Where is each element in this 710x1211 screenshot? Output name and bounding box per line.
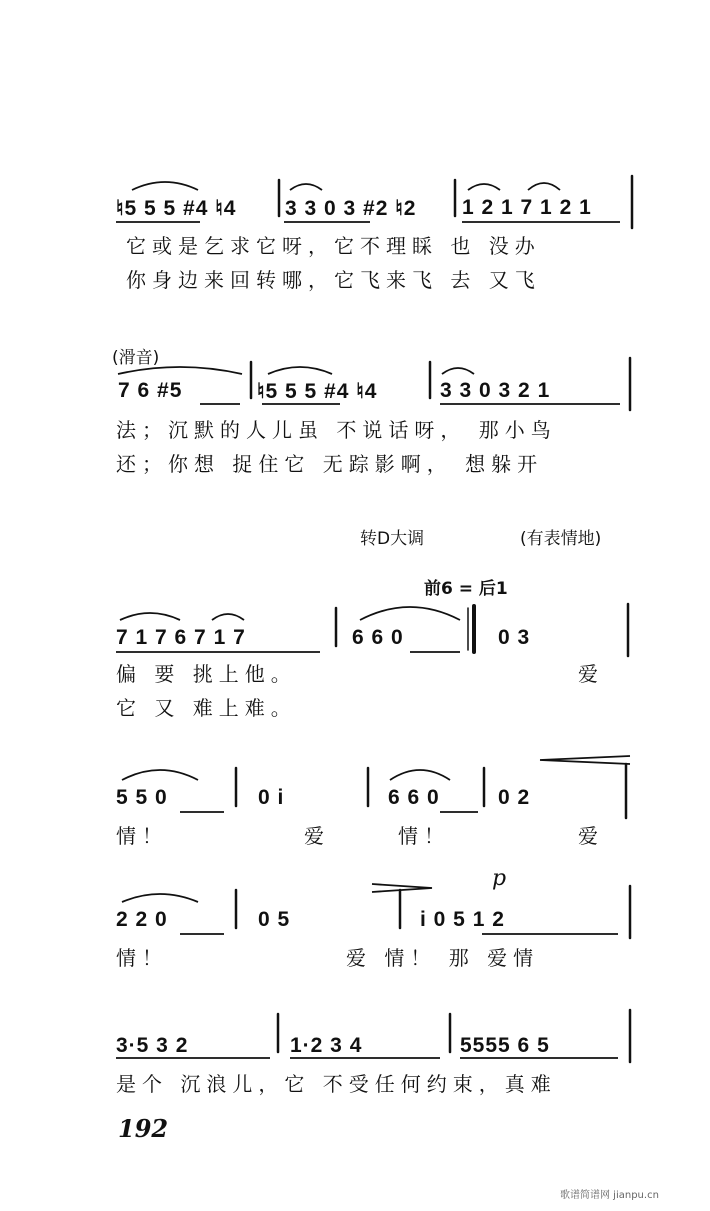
page-number: 192	[118, 1114, 169, 1143]
row6-lyric: 是个 沉浪儿，它 不受任何约束，真难	[116, 1072, 557, 1096]
key-relation: 前6 = 后1	[424, 579, 508, 599]
row3-slur-tie	[360, 607, 460, 620]
row4-lyric-4: 爱	[578, 824, 604, 848]
row2-glissando-slur	[118, 367, 242, 374]
row5-decrescendo-hairpin	[372, 884, 432, 892]
row3-measure1: 7 1 7 6 7 1 7	[116, 626, 246, 649]
row3-measure3: 0 3	[498, 626, 531, 649]
row2-slur-1	[268, 367, 332, 374]
row4-lyric-2: 爱	[304, 824, 330, 848]
row1-slur-1	[132, 182, 198, 190]
row4-measure4: 0 2	[498, 786, 531, 809]
row4-decrescendo-hairpin	[540, 756, 630, 764]
row5-measure1: 2 2 0	[116, 908, 168, 931]
key-change: 转D大调	[360, 529, 425, 549]
row4-lyric-1: 情！	[116, 824, 168, 848]
dynamic-piano: p	[492, 866, 507, 891]
row3-slur-2	[212, 614, 244, 620]
row3-lyric-verse2: 它 又 难上难。	[116, 696, 297, 720]
row4-lyric-3: 情！	[398, 824, 450, 848]
row5-measure3: i 0 5 1 2	[420, 908, 505, 931]
row4-measure2: 0 i	[258, 786, 285, 809]
row1-measure2: 3 3 0 3 #2 ♮2	[285, 197, 417, 220]
row3-measure2: 6 6 0	[352, 626, 404, 649]
row1-measure1: ♮5 5 5 #4 ♮4	[116, 197, 237, 220]
row1-measure3: 1 2 1 7 1 2 1	[462, 196, 592, 219]
row1-slur-2	[290, 184, 322, 190]
row5-lyric-2: 爱 情！ 那 爱情	[346, 946, 540, 970]
row4-slur-2	[390, 770, 450, 780]
row1-lyric-verse1: 它或是乞求它呀，它不理睬 也 没办	[126, 234, 541, 258]
watermark: 歌谱简谱网 jianpu.cn	[560, 1190, 659, 1201]
row2-measure2: ♮5 5 5 #4 ♮4	[257, 380, 378, 403]
row5-slur-1	[122, 894, 198, 902]
row4-slur-1	[122, 770, 198, 780]
expression-mark: (有表情地)	[520, 529, 602, 549]
row1-slur-3	[468, 184, 500, 190]
row4-measure3: 6 6 0	[388, 786, 440, 809]
row2-slur-2	[442, 368, 474, 374]
row5-measure2: 0 5	[258, 908, 291, 931]
row3-lyric-verse1: 偏 要 挑上他。	[116, 662, 297, 686]
row3-lyric-verse1-end: 爱	[578, 662, 604, 686]
row1-slur-4	[528, 183, 560, 190]
row5-lyric-1: 情！	[116, 946, 168, 970]
row3-slur-1	[120, 613, 180, 620]
row6-measure3: 5555 6 5	[460, 1034, 550, 1057]
row2-measure3: 3 3 0 3 2 1	[440, 379, 551, 402]
glissando-mark: (滑音)	[112, 348, 160, 368]
row4-measure1: 5 5 0	[116, 786, 168, 809]
row1-lyric-verse2: 你身边来回转哪，它飞来飞 去 又飞	[126, 268, 541, 292]
row2-lyric-verse1: 法；沉默的人儿虽 不说话呀， 那小鸟	[116, 418, 557, 442]
row6-measure2: 1·2 3 4	[290, 1034, 363, 1057]
row2-measure1: 7 6 #5	[118, 379, 183, 402]
row6-measure1: 3·5 3 2	[116, 1034, 189, 1057]
row2-lyric-verse2: 还；你想 捉住它 无踪影啊， 想躲开	[116, 452, 544, 476]
